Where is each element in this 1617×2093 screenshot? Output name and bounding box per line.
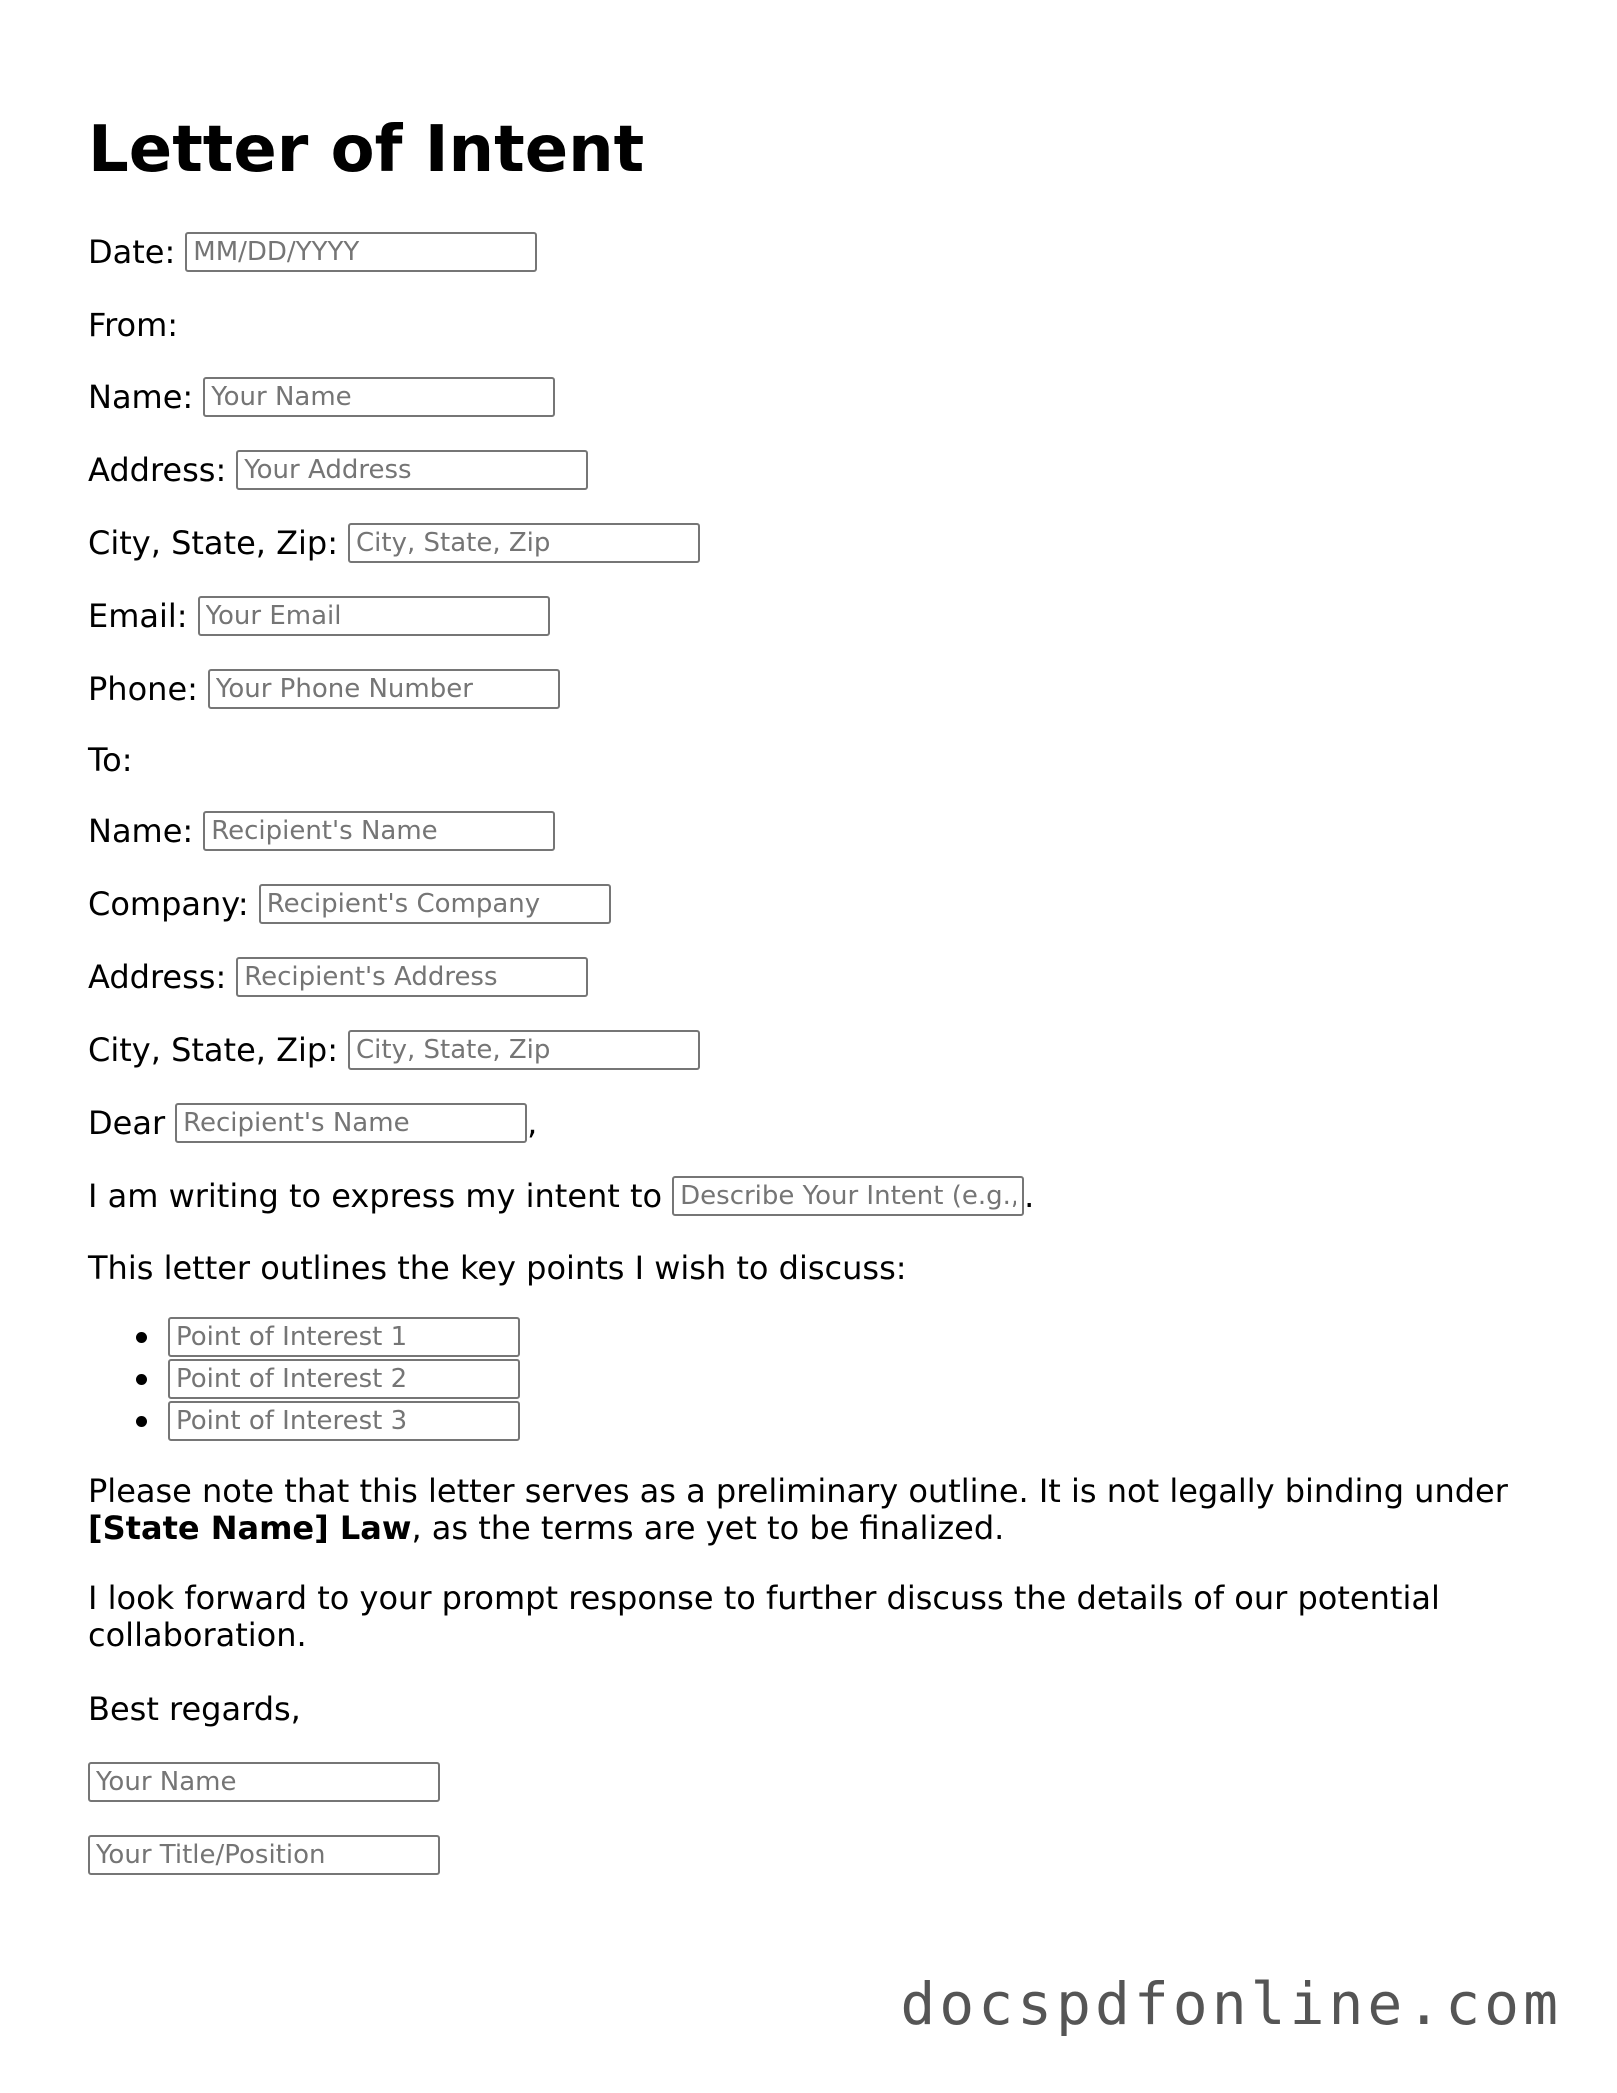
from-city-row bbox=[88, 522, 700, 564]
page-title: Letter of Intent bbox=[88, 113, 645, 187]
bullet-icon bbox=[136, 1416, 147, 1427]
bullet-icon bbox=[136, 1332, 147, 1343]
intent-row bbox=[88, 1175, 1034, 1217]
recipient-name-input[interactable] bbox=[203, 811, 555, 851]
bullet-icon bbox=[136, 1374, 147, 1385]
point-of-interest-3-input[interactable] bbox=[168, 1401, 520, 1441]
date-row bbox=[88, 231, 537, 273]
to-company-label: Company: bbox=[88, 885, 249, 923]
to-address-row bbox=[88, 956, 588, 998]
to-heading: To: bbox=[88, 741, 133, 779]
to-name-row bbox=[88, 810, 555, 852]
salutation-label: Dear bbox=[88, 1104, 166, 1142]
list-item bbox=[88, 1358, 520, 1400]
legal-note bbox=[88, 1473, 1528, 1547]
salutation-row bbox=[88, 1102, 537, 1144]
legal-note-text-end: , as the terms are yet to be finalized. bbox=[411, 1509, 1005, 1547]
from-phone-label: Phone: bbox=[88, 670, 198, 708]
signoff: Best regards, bbox=[88, 1690, 301, 1728]
recipient-city-input[interactable] bbox=[348, 1030, 700, 1070]
outline-text: This letter outlines the key points I wish to discuss: bbox=[88, 1249, 907, 1287]
to-address-label: Address: bbox=[88, 958, 227, 996]
watermark: docspdfonline.com bbox=[900, 1970, 1562, 2038]
points-list bbox=[88, 1316, 520, 1442]
signature-name-row bbox=[88, 1761, 440, 1803]
sender-city-input[interactable] bbox=[348, 523, 700, 563]
recipient-address-input[interactable] bbox=[236, 957, 588, 997]
salutation-name-input[interactable] bbox=[175, 1103, 527, 1143]
signature-title-input[interactable] bbox=[88, 1835, 440, 1875]
intent-period: . bbox=[1024, 1177, 1035, 1215]
date-label: Date: bbox=[88, 233, 176, 271]
legal-note-text-start: Please note that this letter serves as a preliminary outline. It is not legally binding under bbox=[88, 1472, 1508, 1510]
closing-paragraph: I look forward to your prompt response to further discuss the details of our potential collaboration. bbox=[88, 1579, 1440, 1654]
from-email-label: Email: bbox=[88, 597, 188, 635]
sender-name-input[interactable] bbox=[203, 377, 555, 417]
state-law-label: [State Name] Law bbox=[88, 1509, 412, 1547]
sender-phone-input[interactable] bbox=[208, 669, 560, 709]
from-name-label: Name: bbox=[88, 378, 194, 416]
intent-label: I am writing to express my intent to bbox=[88, 1177, 663, 1215]
from-address-row bbox=[88, 449, 588, 491]
point-of-interest-1-input[interactable] bbox=[168, 1317, 520, 1357]
signature-title-row bbox=[88, 1834, 440, 1876]
from-city-label: City, State, Zip: bbox=[88, 524, 339, 562]
point-of-interest-2-input[interactable] bbox=[168, 1359, 520, 1399]
list-item bbox=[88, 1316, 520, 1358]
from-phone-row bbox=[88, 668, 560, 710]
to-city-label: City, State, Zip: bbox=[88, 1031, 339, 1069]
from-address-label: Address: bbox=[88, 451, 227, 489]
recipient-company-input[interactable] bbox=[259, 884, 611, 924]
sender-email-input[interactable] bbox=[198, 596, 550, 636]
to-name-label: Name: bbox=[88, 812, 194, 850]
salutation-comma: , bbox=[527, 1104, 538, 1142]
from-heading: From: bbox=[88, 306, 179, 344]
date-input[interactable] bbox=[185, 232, 537, 272]
sender-address-input[interactable] bbox=[236, 450, 588, 490]
to-city-row bbox=[88, 1029, 700, 1071]
from-email-row bbox=[88, 595, 550, 637]
to-company-row bbox=[88, 883, 611, 925]
from-name-row bbox=[88, 376, 555, 418]
intent-input[interactable] bbox=[672, 1176, 1024, 1216]
list-item bbox=[88, 1400, 520, 1442]
signature-name-input[interactable] bbox=[88, 1762, 440, 1802]
